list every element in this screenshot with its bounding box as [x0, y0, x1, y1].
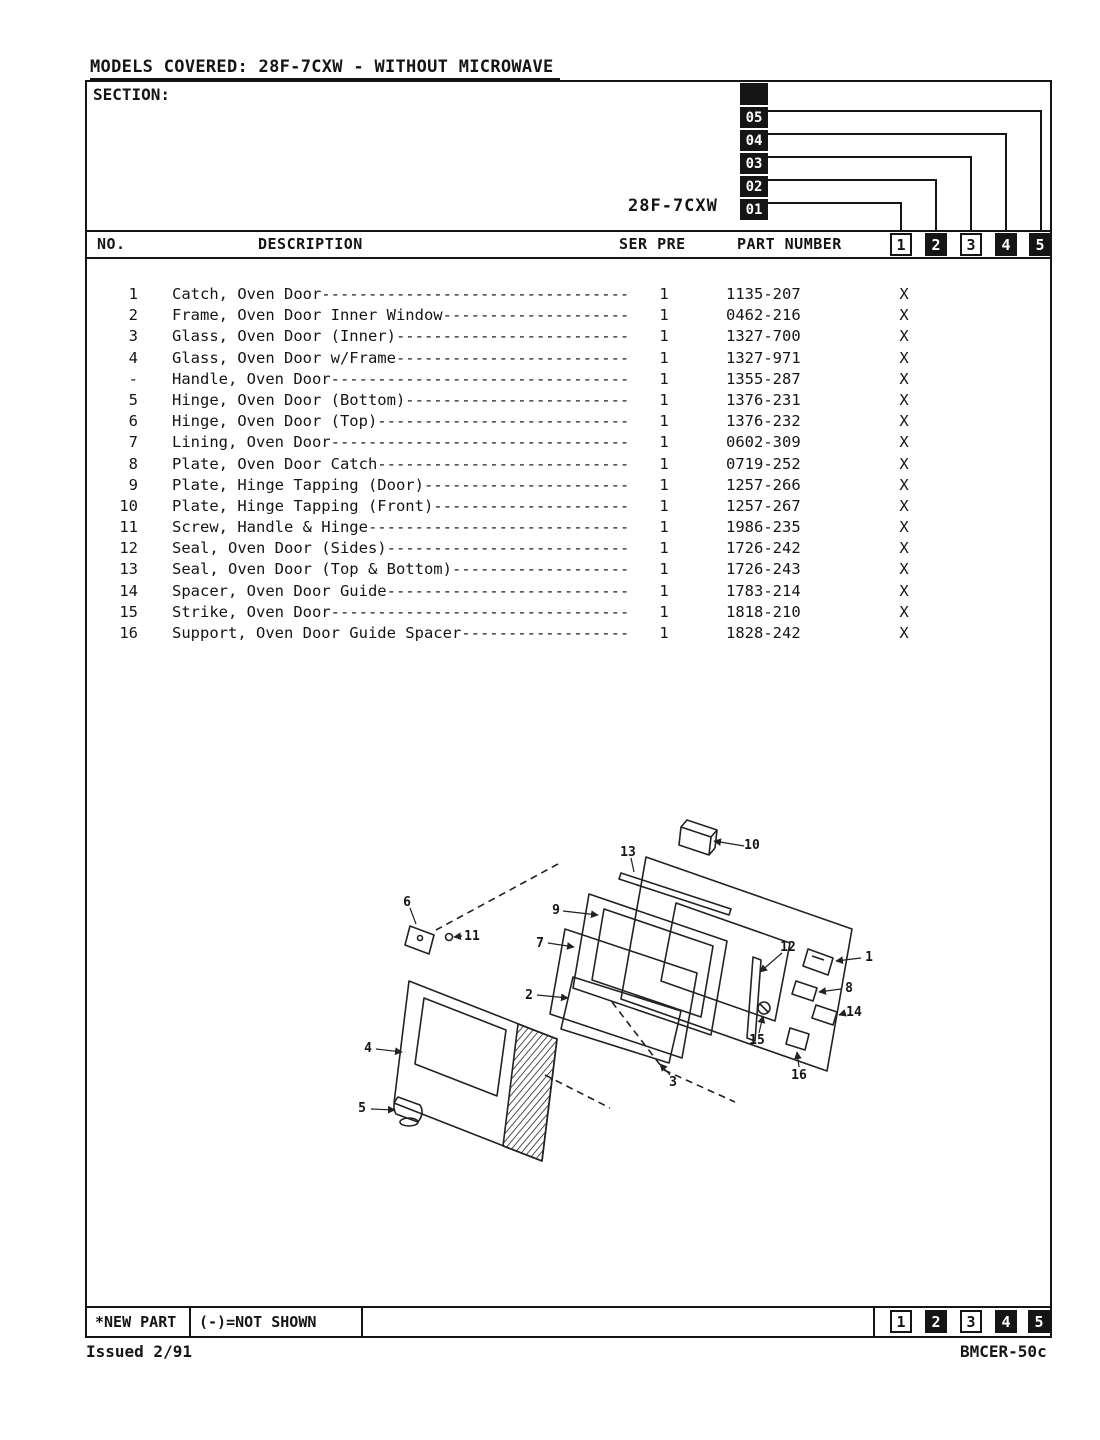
part-description: Screw, Handle & Hinge----------------------------	[172, 518, 630, 537]
part-description: Lining, Oven Door--------------------------------	[172, 433, 630, 452]
model-mark: X	[899, 412, 909, 431]
callout-2: 2	[525, 988, 533, 1003]
part-description: Hinge, Oven Door (Top)---------------------------	[172, 412, 630, 431]
door-window-cutout	[661, 903, 790, 1021]
callout-4: 4	[364, 1041, 372, 1056]
part-no: 8	[128, 454, 138, 473]
hinge-screw	[446, 934, 453, 941]
part-number: 1327-700	[726, 327, 801, 346]
column-header-part-number: PART NUMBER	[737, 235, 842, 253]
front-glass-window	[415, 998, 506, 1096]
models-covered-title: MODELS COVERED: 28F-7CXW - WITHOUT MICROWAVE	[90, 57, 560, 80]
part-no: 2	[128, 306, 138, 325]
part-number: 1257-267	[726, 496, 801, 515]
tab-connector-01	[768, 202, 902, 232]
model-column-box-3: 3	[960, 233, 982, 256]
callout-5: 5	[358, 1101, 366, 1116]
part-number: 1986-235	[726, 518, 801, 537]
part-no: 4	[128, 348, 138, 367]
parts-table	[100, 284, 1030, 644]
section-tab-04: 04	[740, 130, 768, 151]
part-description: Frame, Oven Door Inner Window--------------------	[172, 306, 630, 325]
part-qty: 1	[659, 327, 669, 346]
part-description: Plate, Hinge Tapping (Front)---------------------	[172, 496, 630, 515]
part-qty: 1	[659, 496, 669, 515]
table-row	[100, 369, 1030, 390]
callout-3: 3	[669, 1075, 677, 1090]
callout-16: 16	[791, 1068, 807, 1083]
model-mark: X	[899, 369, 909, 388]
model-mark: X	[899, 602, 909, 621]
part-number: 1783-214	[726, 581, 801, 600]
model-number: 28F-7CXW	[628, 196, 718, 216]
callout-13: 13	[620, 845, 636, 860]
part-description: Spacer, Oven Door Guide--------------------------	[172, 581, 630, 600]
table-row	[100, 623, 1030, 644]
callout-1: 1	[865, 950, 873, 965]
catch-plate	[792, 981, 817, 1001]
side-seal	[747, 957, 761, 1041]
part-qty: 1	[659, 624, 669, 642]
table-row	[100, 348, 1030, 369]
part-qty: 1	[659, 412, 669, 431]
part-qty: 1	[659, 369, 669, 388]
part-description: Handle, Oven Door--------------------------------	[172, 369, 630, 388]
table-row	[100, 454, 1030, 475]
column-header-description: DESCRIPTION	[258, 235, 363, 253]
model-mark: X	[899, 475, 909, 494]
table-row	[100, 581, 1030, 602]
part-number: 1818-210	[726, 602, 801, 621]
part-description: Seal, Oven Door (Sides)--------------------------	[172, 539, 630, 558]
part-number: 1828-242	[726, 624, 801, 642]
part-description: Hinge, Oven Door (Bottom)------------------------	[172, 390, 630, 409]
footer-empty-cell	[363, 1308, 875, 1336]
table-row	[100, 305, 1030, 326]
section-tab-03: 03	[740, 153, 768, 174]
part-no: 5	[128, 390, 138, 409]
guide-spacer-support	[786, 1028, 809, 1050]
part-description: Seal, Oven Door (Top & Bottom)-------------------	[172, 560, 630, 579]
footer-not-shown-label: (-)=NOT SHOWN	[191, 1308, 363, 1336]
part-description: Catch, Oven Door---------------------------------	[172, 285, 630, 303]
section-tab-01: 01	[740, 199, 768, 220]
model-mark: X	[899, 581, 909, 600]
callout-8: 8	[845, 981, 853, 996]
part-qty: 1	[659, 518, 669, 537]
part-number: 0719-252	[726, 454, 801, 473]
section-tab-05: 05	[740, 107, 768, 128]
part-no: 11	[119, 518, 138, 537]
table-row	[100, 411, 1030, 432]
callout-12: 12	[780, 940, 796, 955]
model-column-box-2: 2	[925, 233, 947, 256]
part-number: 1257-266	[726, 475, 801, 494]
footer-column-box-1: 1	[890, 1310, 912, 1333]
model-mark: X	[899, 390, 909, 409]
header-top-rule	[87, 230, 1050, 232]
part-no: 1	[128, 285, 138, 303]
part-description: Plate, Hinge Tapping (Door)----------------------	[172, 475, 630, 494]
table-row	[100, 390, 1030, 411]
part-no: 9	[128, 475, 138, 494]
part-number: 0602-309	[726, 433, 801, 452]
model-mark: X	[899, 306, 909, 325]
footer-column-box-5: 5	[1028, 1310, 1050, 1333]
issued-date: Issued 2/91	[86, 1342, 192, 1361]
part-no: 7	[128, 433, 138, 452]
part-description: Glass, Oven Door (Inner)-------------------------	[172, 327, 630, 346]
model-mark: X	[899, 496, 909, 515]
callout-leaders	[371, 841, 861, 1110]
part-number: 1376-231	[726, 390, 801, 409]
part-no: -	[128, 369, 138, 388]
callout-6: 6	[403, 895, 411, 910]
part-description: Glass, Oven Door w/Frame-------------------------	[172, 348, 630, 367]
part-number: 1726-243	[726, 560, 801, 579]
part-no: 3	[128, 327, 138, 346]
footer-column-box-3: 3	[960, 1310, 982, 1333]
part-qty: 1	[659, 454, 669, 473]
door-catch	[803, 949, 833, 975]
model-mark: X	[899, 285, 909, 303]
part-description: Plate, Oven Door Catch---------------------------	[172, 454, 630, 473]
table-row	[100, 538, 1030, 559]
header-bottom-rule	[87, 257, 1050, 259]
part-qty: 1	[659, 433, 669, 452]
section-tab-filler	[740, 83, 768, 105]
model-mark: X	[899, 348, 909, 367]
part-no: 12	[119, 539, 138, 558]
part-number: 1135-207	[726, 285, 801, 303]
document-code: BMCER-50c	[960, 1342, 1047, 1361]
callout-9: 9	[552, 903, 560, 918]
table-row	[100, 326, 1030, 347]
part-number: 1355-287	[726, 369, 801, 388]
exploded-diagram	[330, 795, 910, 1205]
table-row	[100, 475, 1030, 496]
footer-column-box-4: 4	[995, 1310, 1017, 1333]
part-no: 10	[119, 496, 138, 515]
section-tab-02: 02	[740, 176, 768, 197]
model-mark: X	[899, 454, 909, 473]
callout-labels	[358, 838, 873, 1116]
model-column-box-4: 4	[995, 233, 1017, 256]
footer-new-part-label: *NEW PART	[87, 1308, 191, 1336]
part-description: Strike, Oven Door--------------------------------	[172, 602, 630, 621]
section-label: SECTION:	[93, 85, 171, 104]
model-column-box-1: 1	[890, 233, 912, 256]
part-no: 15	[119, 602, 138, 621]
part-description: Support, Oven Door Guide Spacer------------------	[172, 624, 630, 642]
part-no: 6	[128, 412, 138, 431]
table-row	[100, 517, 1030, 538]
callout-15: 15	[749, 1033, 765, 1048]
column-header-ser-pre: SER PRE	[619, 235, 686, 253]
column-header-no: NO.	[97, 235, 126, 253]
part-qty: 1	[659, 390, 669, 409]
part-no: 13	[119, 560, 138, 579]
part-no: 14	[119, 581, 138, 600]
part-qty: 1	[659, 581, 669, 600]
part-number: 1376-232	[726, 412, 801, 431]
model-mark: X	[899, 560, 909, 579]
part-qty: 1	[659, 306, 669, 325]
part-qty: 1	[659, 560, 669, 579]
model-column-box-5: 5	[1029, 233, 1051, 256]
table-row	[100, 496, 1030, 517]
part-qty: 1	[659, 348, 669, 367]
callout-11: 11	[464, 929, 480, 944]
model-mark: X	[899, 518, 909, 537]
callout-14: 14	[846, 1005, 862, 1020]
table-row	[100, 432, 1030, 453]
part-number: 1726-242	[726, 539, 801, 558]
part-number: 0462-216	[726, 306, 801, 325]
table-row	[100, 602, 1030, 623]
callout-7: 7	[536, 936, 544, 951]
part-no: 16	[119, 624, 138, 642]
part-qty: 1	[659, 475, 669, 494]
guide-spacer	[812, 1005, 837, 1025]
part-qty: 1	[659, 285, 669, 303]
callout-10: 10	[744, 838, 760, 853]
table-row	[100, 284, 1030, 305]
model-mark: X	[899, 539, 909, 558]
model-mark: X	[899, 624, 909, 642]
front-tapping-plate	[679, 827, 711, 855]
table-row	[100, 559, 1030, 580]
model-mark: X	[899, 433, 909, 452]
model-mark: X	[899, 327, 909, 346]
part-qty: 1	[659, 539, 669, 558]
handle-hatch-strip	[503, 1024, 557, 1161]
door-front-panel	[621, 857, 852, 1071]
part-number: 1327-971	[726, 348, 801, 367]
part-qty: 1	[659, 602, 669, 621]
footer-column-box-2: 2	[925, 1310, 947, 1333]
diagram-shapes	[394, 820, 852, 1161]
